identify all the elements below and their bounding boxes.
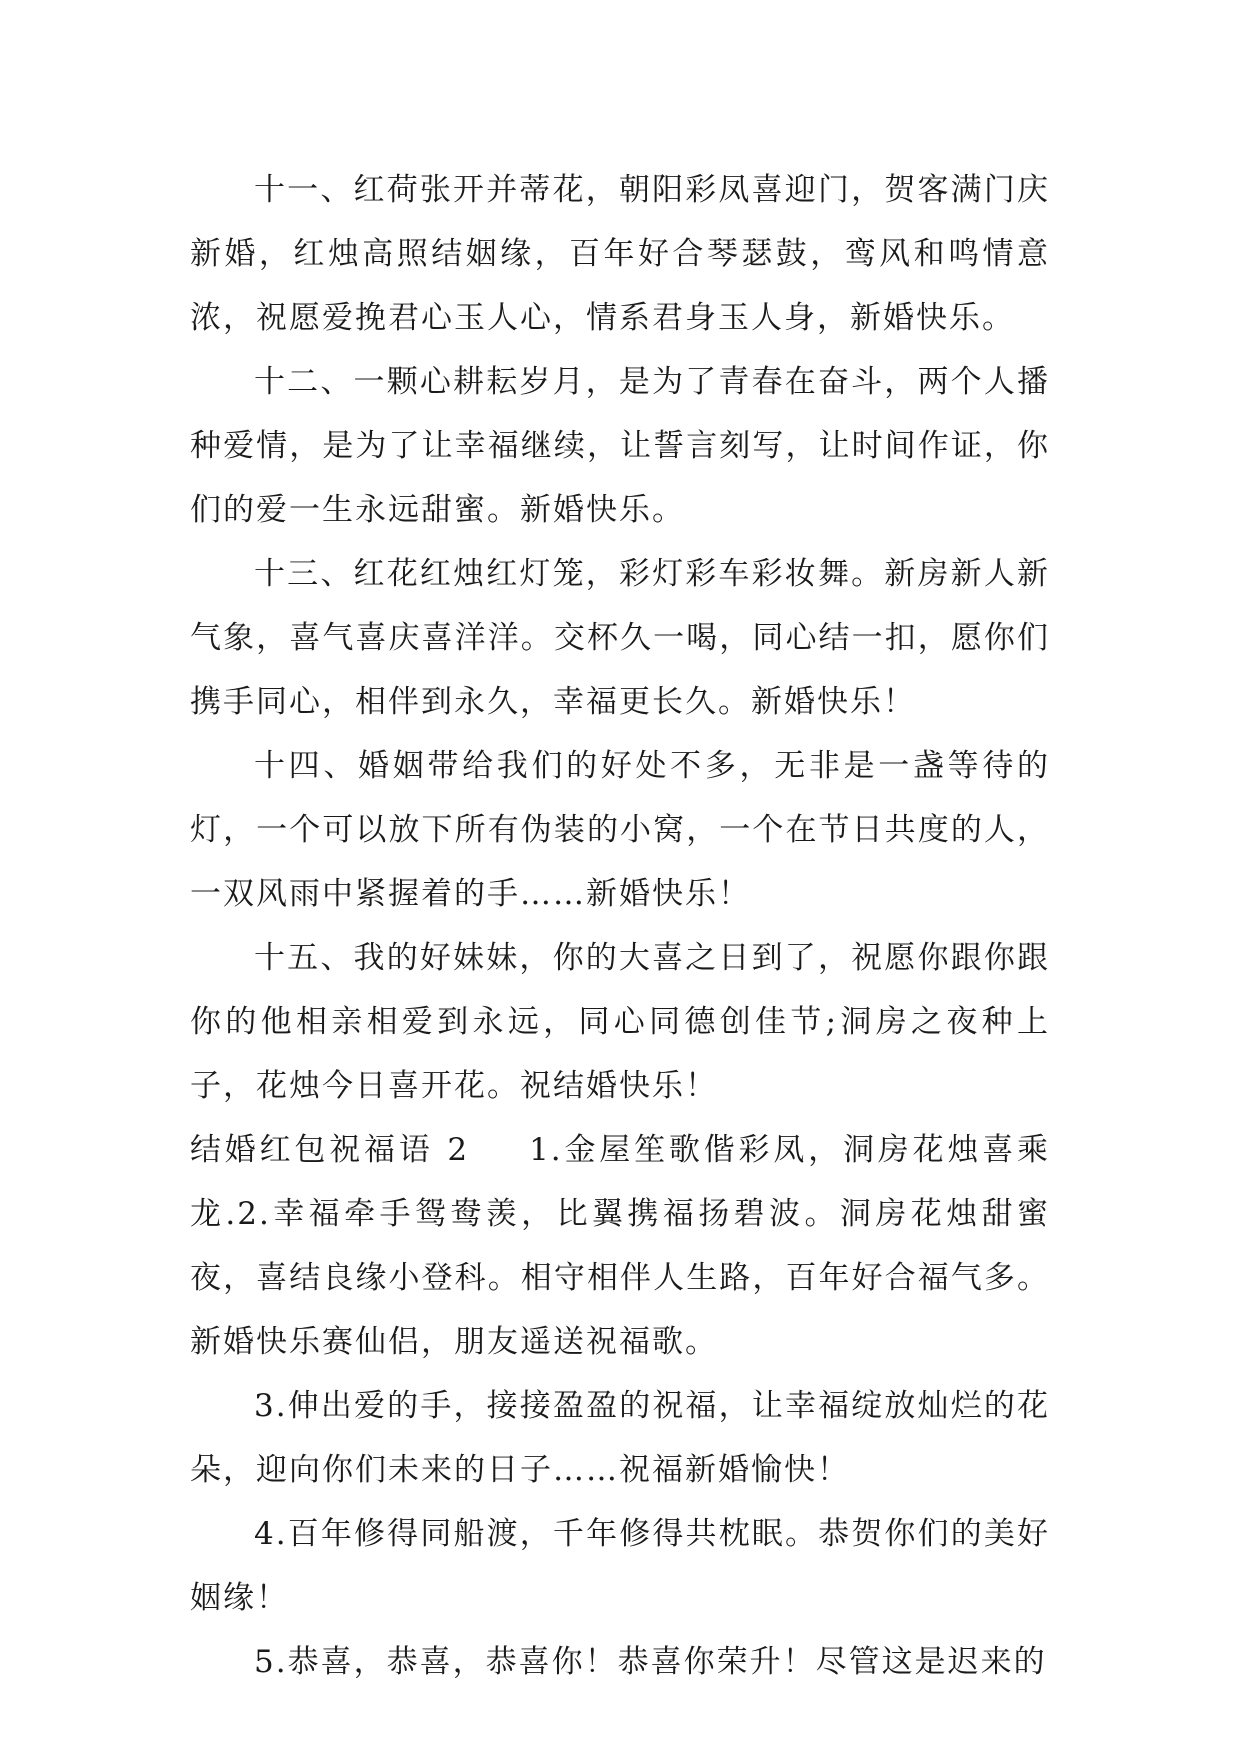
item-5: 5.恭喜，恭喜，恭喜你！恭喜你荣升！尽管这是迟来的 <box>254 1644 1047 1680</box>
section-block <box>190 1118 1050 1374</box>
paragraph-12: 十二、一颗心耕耘岁月，是为了青春在奋斗，两个人播种爱情，是为了让幸福继续，让誓言刻写，让时间作证，你们的爱一生永远甜蜜。新婚快乐。 <box>190 364 1050 528</box>
item-3: 3.伸出爱的手，接接盈盈的祝福，让幸福绽放灿烂的花朵，迎向你们未来的日子……祝福新婚愉快！ <box>190 1388 1050 1488</box>
item-4: 4.百年修得同船渡，千年修得共枕眠。恭贺你们的美好姻缘！ <box>190 1516 1050 1616</box>
document-body <box>190 158 1050 1694</box>
paragraph-15: 十五、我的好妹妹，你的大喜之日到了，祝愿你跟你跟你的他相亲相爱到永远，同心同德创佳节;洞房之夜种上子，花烛今日喜开花。祝结婚快乐！ <box>190 940 1050 1104</box>
section-first-text: 1.金屋笙歌偕彩凤，洞房花烛喜乘龙.2.幸福牵手鸳鸯羡，比翼携福扬碧波。洞房花烛甜蜜夜，喜结良缘小登科。相守相伴人生路，百年好合福气多。新婚快乐赛仙侣，朋友遥送祝福歌。 <box>190 1132 1051 1360</box>
paragraph-14: 十四、婚姻带给我们的好处不多，无非是一盏等待的灯，一个可以放下所有伪装的小窝，一个在节日共度的人，一双风雨中紧握着的手……新婚快乐！ <box>190 748 1050 912</box>
paragraph-13: 十三、红花红烛红灯笼，彩灯彩车彩妆舞。新房新人新气象，喜气喜庆喜洋洋。交杯久一喝，同心结一扣，愿你们携手同心，相伴到永久，幸福更长久。新婚快乐！ <box>190 556 1050 720</box>
section-title: 结婚红包祝福语 2 <box>190 1132 470 1168</box>
paragraph-11: 十一、红荷张开并蒂花，朝阳彩凤喜迎门，贺客满门庆新婚，红烛高照结姻缘，百年好合琴瑟鼓，鸾风和鸣情意浓，祝愿爱挽君心玉人心，情系君身玉人身，新婚快乐。 <box>190 172 1050 336</box>
